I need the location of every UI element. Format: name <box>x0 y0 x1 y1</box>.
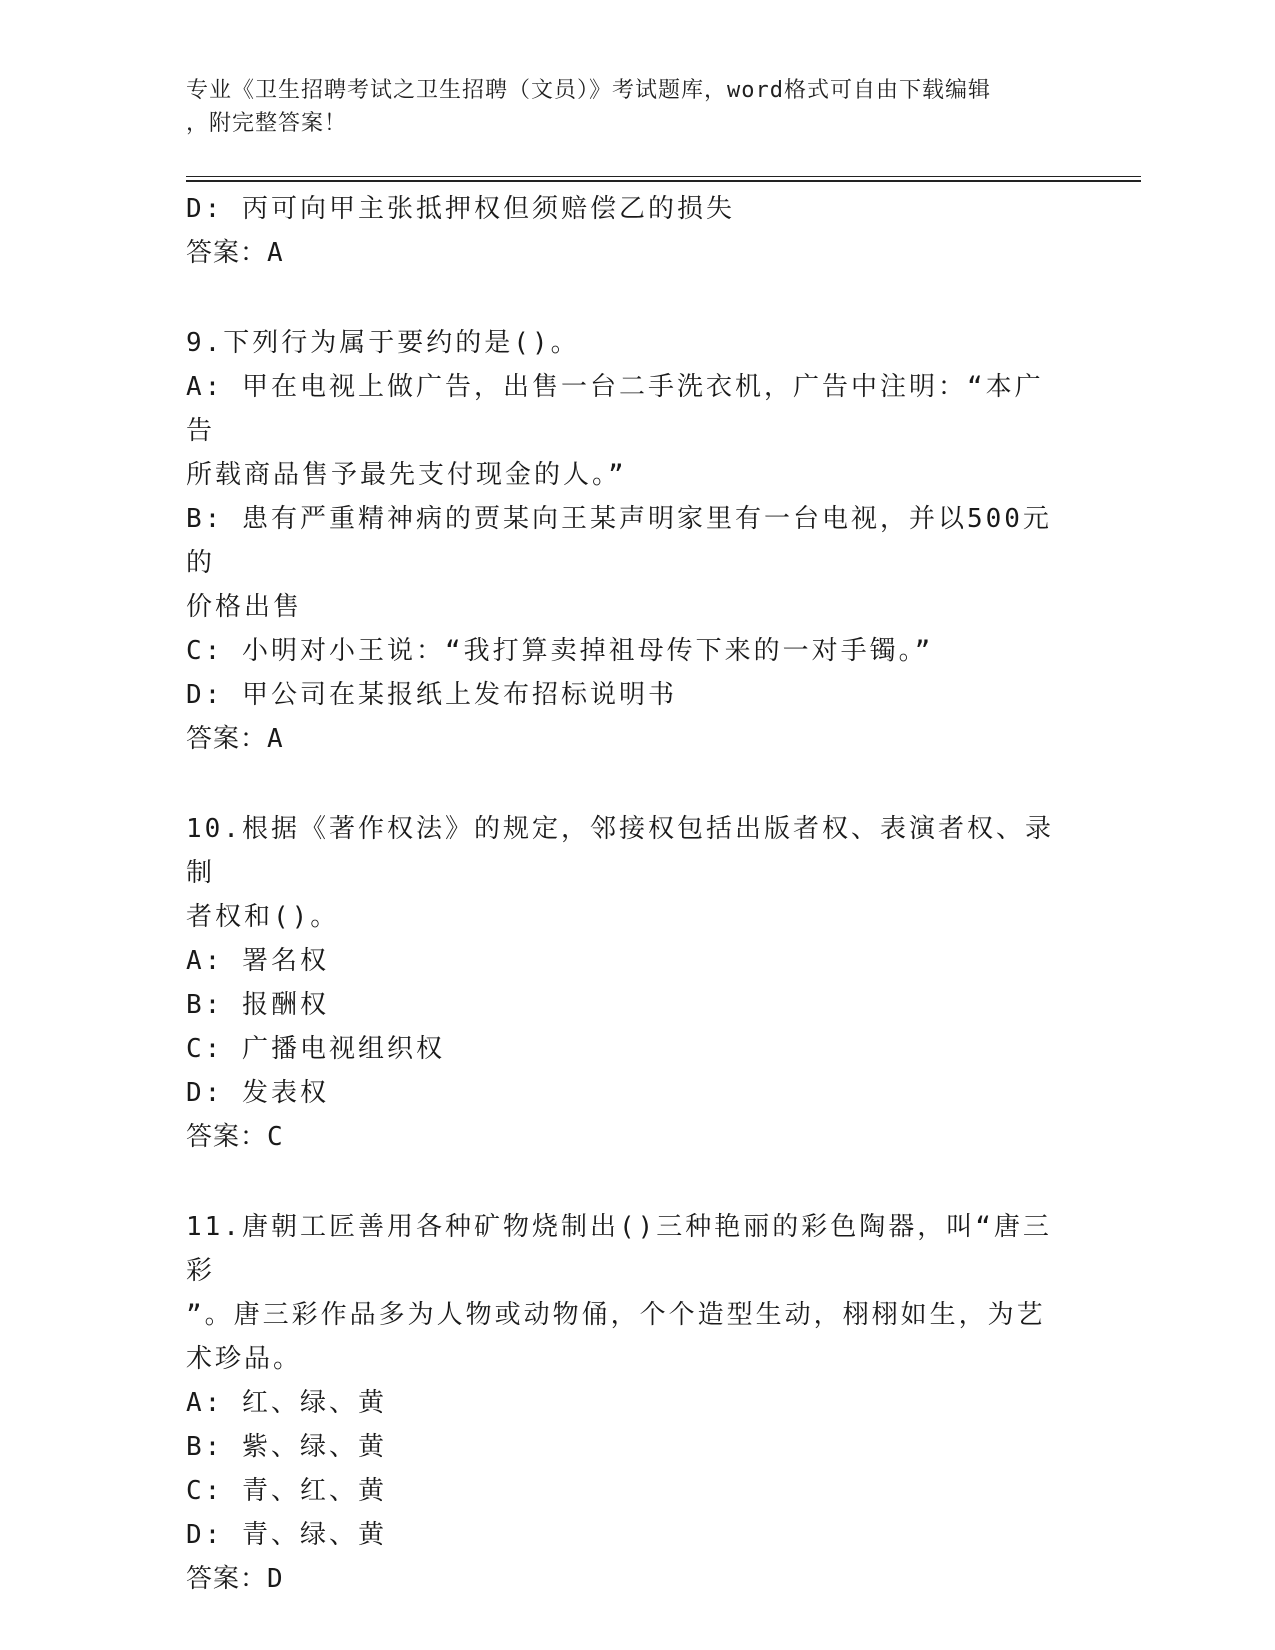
answer-value: C <box>267 1122 284 1152</box>
option-d: D: 青、绿、黄 <box>186 1520 387 1550</box>
answer-value: A <box>267 724 284 754</box>
question-stem-line-2: ”。唐三彩作品多为人物或动物俑，个个造型生动，栩栩如生，为艺 <box>186 1300 1046 1330</box>
answer-line <box>186 1557 1066 1601</box>
option-c: C: 小明对小王说：“我打算卖掉祖母传下来的一对手镯。” <box>186 636 934 666</box>
header-line-2: ，附完整答案！ <box>186 111 348 136</box>
option-d: D: 甲公司在某报纸上发布招标说明书 <box>186 680 677 710</box>
option-a-line-2: 所载商品售予最先支付现金的人。” <box>186 460 627 490</box>
question-stem-line-2: 者权和()。 <box>186 902 340 932</box>
spacer <box>186 761 1066 807</box>
question-stem-line-3: 术珍品。 <box>186 1344 303 1374</box>
answer-label: 答案： <box>186 1122 268 1152</box>
question-stem-line-1: 10.根据《著作权法》的规定，邻接权包括出版者权、表演者权、录制 <box>186 814 1054 888</box>
option-d: D: 丙可向甲主张抵押权但须赔偿乙的损失 <box>186 194 735 224</box>
option-a: A: 署名权 <box>186 946 329 976</box>
option-b: B: 报酬权 <box>186 990 329 1020</box>
question-9 <box>186 321 1066 761</box>
header-divider-thin <box>186 176 1141 177</box>
answer-label: 答案： <box>186 724 268 754</box>
answer-label: 答案： <box>186 238 268 268</box>
answer-label: 答案： <box>186 1564 268 1594</box>
spacer <box>186 1159 1066 1205</box>
option-c: C: 青、红、黄 <box>186 1476 387 1506</box>
option-b-line-2: 价格出售 <box>186 592 303 622</box>
question-continued <box>186 187 1066 275</box>
question-10 <box>186 807 1066 1159</box>
option-d: D: 发表权 <box>186 1078 329 1108</box>
answer-line <box>186 717 1066 761</box>
header-line-1: 专业《卫生招聘考试之卫生招聘（文员）》考试题库，word格式可自由下载编辑 <box>186 78 991 103</box>
option-b: B: 紫、绿、黄 <box>186 1432 387 1462</box>
page-header <box>186 74 1066 140</box>
question-list <box>186 187 1066 1601</box>
answer-value: A <box>267 238 284 268</box>
option-a: A: 红、绿、黄 <box>186 1388 387 1418</box>
answer-line <box>186 231 1066 275</box>
answer-line <box>186 1115 1066 1159</box>
question-stem: 9.下列行为属于要约的是()。 <box>186 328 580 358</box>
answer-value: D <box>267 1564 284 1594</box>
question-stem-line-1: 11.唐朝工匠善用各种矿物烧制出()三种艳丽的彩色陶器，叫“唐三彩 <box>186 1212 1052 1286</box>
option-c: C: 广播电视组织权 <box>186 1034 445 1064</box>
option-b-line-1: B: 患有严重精神病的贾某向王某声明家里有一台电视，并以500元的 <box>186 504 1052 578</box>
spacer <box>186 275 1066 321</box>
question-11 <box>186 1205 1066 1601</box>
option-a-line-1: A: 甲在电视上做广告，出售一台二手洗衣机，广告中注明：“本广告 <box>186 372 1044 446</box>
header-divider-thick <box>186 180 1141 182</box>
